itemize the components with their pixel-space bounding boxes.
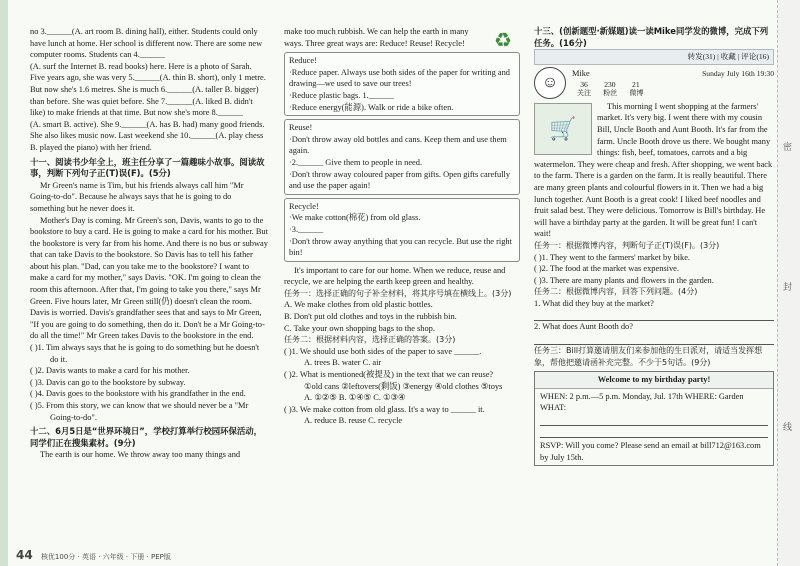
mc-options-1: A. trees B. water C. air (304, 358, 382, 368)
column-right (534, 26, 774, 466)
cloze-text-2: (A. surf the Internet B. read books) here. Here is a photo of Sarah. Five years ago, she was very 5.______(A. thin B. short), only 1 metre. But now she's 1.6 metres. She is much 6.______(A. taller B. bigger) than before. She was quiet before. She 7.______(A. liked B. didn't like) to make friends at that time. But now she's more 8.______ (30, 61, 266, 118)
column-left (30, 26, 268, 461)
tf-question-2[interactable]: ( )2. Davis wants to make a card for his mother. (30, 366, 190, 376)
reduce-title: Reduce! (289, 56, 317, 66)
mc-question-2[interactable]: ( )2. What is mentioned(被提及) in the text that we can reuse? (284, 370, 494, 380)
weibo-tf-3[interactable]: ( )3. There are many plants and flowers in the garden. (534, 275, 714, 285)
page-number: 44 (16, 548, 33, 562)
weibo-header: 转发(31) | 收藏 | 评论(16) (534, 49, 774, 65)
option-c: C. Take your own shopping bags to the shop. (284, 323, 435, 333)
stat-following-label: 关注 (577, 88, 591, 97)
weibo-question-2: 2. What does Aunt Booth do? (534, 322, 633, 332)
section-11-title: 十一、阅读书少年全上，班主任分享了一篇趣味小故事。阅读故事，判断下列句子正(T)误(F)。(5分) (30, 156, 265, 179)
section-12-intro: The earth is our home. We throw away too many things and (40, 450, 241, 460)
answer-line-2[interactable] (534, 333, 774, 345)
mc-options-2: A. ①②⑤ B. ①④⑤ C. ①③④ (304, 393, 406, 403)
answer-line-1[interactable] (534, 309, 774, 321)
invitation-what: WHAT: (540, 403, 567, 413)
invitation-line-2[interactable] (540, 426, 768, 438)
mc-items-2: ①old cans ②leftovers(剩饭) ③energy ④old clothes ⑤toys (304, 381, 503, 391)
section-12-title: 十二、6月5日是“世界环境日”，学校打算举行校园环保活动，同学们正在搜集素材。(9分) (30, 426, 263, 448)
binding-label-2: 封 (782, 283, 792, 293)
reduce-item-3: ·Reduce energy(能源). Walk or ride a bike often. (289, 102, 454, 112)
weibo-tf-2[interactable]: ( )2. The food at the market was expensive. (534, 264, 679, 274)
cloze-text-3: (A. smart B. active). She 9.______(A. has B. had) many good friends. She also likes music now. Last weekend she 10.______(A. play chess B. played the piano) with her friend. (30, 119, 265, 152)
invitation-line-1[interactable] (540, 414, 768, 426)
reuse-item-1: ·Don't throw away old bottles and cans. Keep them and use them again. (289, 134, 507, 156)
weibo-date: Sunday July 16th 19:30 (702, 68, 774, 78)
section-13-title: 十三、(创新题型·新媒题)读一读Mike同学发的微博，完成下列任务。(16分) (534, 26, 769, 48)
invitation-title: Welcome to my birthday party! (535, 372, 773, 389)
weibo-username: Mike (572, 68, 590, 78)
column-middle (284, 26, 520, 427)
reuse-title: Reuse! (289, 123, 313, 133)
recycle-item-1: ·We make cotton(棉花) from old glass. (289, 213, 421, 223)
story-paragraph-1: Mr Green's name is Tim, but his friends always call him "Mr Going-to-do". Because he always says that he is going to do something but he never does it. (30, 180, 244, 213)
recycle-icon: ♻ (494, 30, 512, 52)
mc-options-3: A. reduce B. reuse C. recycle (304, 416, 403, 426)
stat-following-count: 36 (580, 79, 588, 89)
story-paragraph-2: Mother's Day is coming. Mr Green's son, Davis, wants to go to the bookstore to buy a card. He is going to make a card for his mother. But the bookstore is very far from his home. And there is no bus or subway that can take Davis to the bookstore. So Davis has to tell his father about his plan. "Dad, can you take me to the bookstore? I want to make a card for my mother," says Davis. "OK. I'm going to clean the room this afternoon. After that, I'm going to take you there," says Mr Green. Five hours later, Mr Green still(仍) doesn't clean the room. Davis is worried. Davis's grandfather sees that and says to Mr Green, "If you are going to do something, then do it. Don't be a Mr Going-to-do all the time!" Mr Green takes Davis to the bookstore in the end. (30, 215, 268, 341)
market-photo-icon: 🛒 (534, 103, 592, 155)
reduce-item-1: ·Reduce paper. Always use both sides of the paper for writing and drawing—we used to save our trees! (289, 67, 510, 89)
avatar: ☺ (534, 67, 566, 99)
footer-text: 核优100分 · 英语 · 六年级 · 下册 · PEP版 (40, 553, 171, 561)
weibo-task-3-title: 任务三：Bill打算邀请朋友们来参加他的生日派对，请适当发挥想象，帮他把邀请函补充完整。不少于5句话。(9分) (534, 346, 763, 367)
tf-question-5[interactable]: ( )5. From this story, we can know that we should never be a "Mr Going-to-do". (30, 401, 249, 422)
recycle-title: Recycle! (289, 201, 319, 211)
invitation-card (534, 371, 774, 466)
reuse-box (284, 119, 520, 195)
tf-question-1[interactable]: ( )1. Tim always says that he is going to do something but he doesn't do it. (30, 343, 260, 364)
recycle-item-2[interactable]: ·3.______ (289, 224, 324, 234)
binding-label-1: 密 (782, 143, 792, 153)
binding-label-3: 线 (782, 423, 792, 433)
mc-question-3[interactable]: ( )3. We make cotton from old glass. It's a way to ______ it. (284, 404, 485, 414)
reuse-item-3: ·Don't throw away coloured paper from gifts. Open gifts carefully and use the paper again! (289, 169, 511, 191)
reuse-item-2[interactable]: ·2.______ Give them to people in need. (289, 157, 423, 167)
invitation-rsvp: RSVP: Will you come? Please send an email at bill712@163.com by July 15th. (540, 441, 761, 462)
environment-intro: make too much rubbish. We can help the earth in many ways. Three great ways are: Reduce! Reuse! Recycle! (284, 27, 469, 48)
reduce-box (284, 52, 520, 116)
invitation-when: WHEN: 2 p.m.—5 p.m. Monday, Jul. 17th WHERE: Garden (540, 391, 744, 401)
option-b: B. Don't put old clothes and toys in the rubbish bin. (284, 312, 457, 322)
recycle-item-3: ·Don't throw away anything that you can recycle. But use the right bin! (289, 236, 512, 258)
weibo-post (534, 101, 774, 240)
stat-posts-count: 21 (632, 79, 640, 89)
task-1-title: 任务一：选择正确的句子补全材料，将其序号填在横线上。(3分) (284, 288, 512, 298)
tf-question-3[interactable]: ( )3. Davis can go to the bookstore by subway. (30, 377, 186, 387)
stat-posts-label: 微博 (629, 88, 644, 97)
reduce-item-2[interactable]: ·Reduce plastic bags. 1.______ (289, 90, 394, 100)
tf-question-4[interactable]: ( )4. Davis goes to the bookstore with his grandfather in the end. (30, 389, 246, 399)
weibo-task-2-title: 任务二：根据微博内容，回答下列问题。(4分) (534, 287, 698, 297)
option-a: A. We make clothes from old plastic bottles. (284, 300, 433, 310)
weibo-stats (572, 80, 774, 98)
weibo-question-1: 1. What did they buy at the market? (534, 298, 654, 308)
stat-followers-count: 230 (604, 79, 616, 89)
left-edge-bar (0, 0, 8, 566)
weibo-user-row (534, 67, 774, 99)
weibo-post-text: This morning I went shopping at the farmers' market. It's very big. I went there with my cousin Bill, Uncle Booth and Aunt Booth. It's far from the farm. Uncle Booth drove us there. We bought many things: fish, beef, tomatoes, carrots and a big watermelon. They were cheap and fresh. After shopping, we went back to the farm. There is a garden on the farm. It is really beautiful. There are many green plants and colourful flowers in it. Then we had a big lunch together. Aunt Booth is a great cook! I liked beef noodles and fruit salad best. They were delicious. Tomorrow is Bill's birthday. He will have a birthday party at the garden. It will be great fun! I can't wait! (534, 101, 773, 239)
cloze-text-1: no 3.______(A. art room B. dining hall), either. Students could only have lunch at home. Her school is different now. There are some new computer rooms. Students can 4.______ (30, 27, 263, 60)
task-2-title: 任务二：根据材料内容，选择正确的答案。(3分) (284, 335, 456, 345)
stat-followers-label: 粉丝 (603, 88, 618, 97)
page-footer (16, 548, 171, 562)
weibo-task-1-title: 任务一：根据微博内容，判断句子正(T)误(F)。(3分) (534, 240, 720, 250)
weibo-tf-1[interactable]: ( )1. They went to the farmers' market by bike. (534, 252, 691, 262)
recycle-box (284, 198, 520, 262)
environment-closing: It's important to care for our home. When we reduce, reuse and recycle, we are helping the earth keep green and healthy. (284, 265, 506, 287)
mc-question-1[interactable]: ( )1. We should use both sides of the paper to save ______. (284, 346, 482, 356)
